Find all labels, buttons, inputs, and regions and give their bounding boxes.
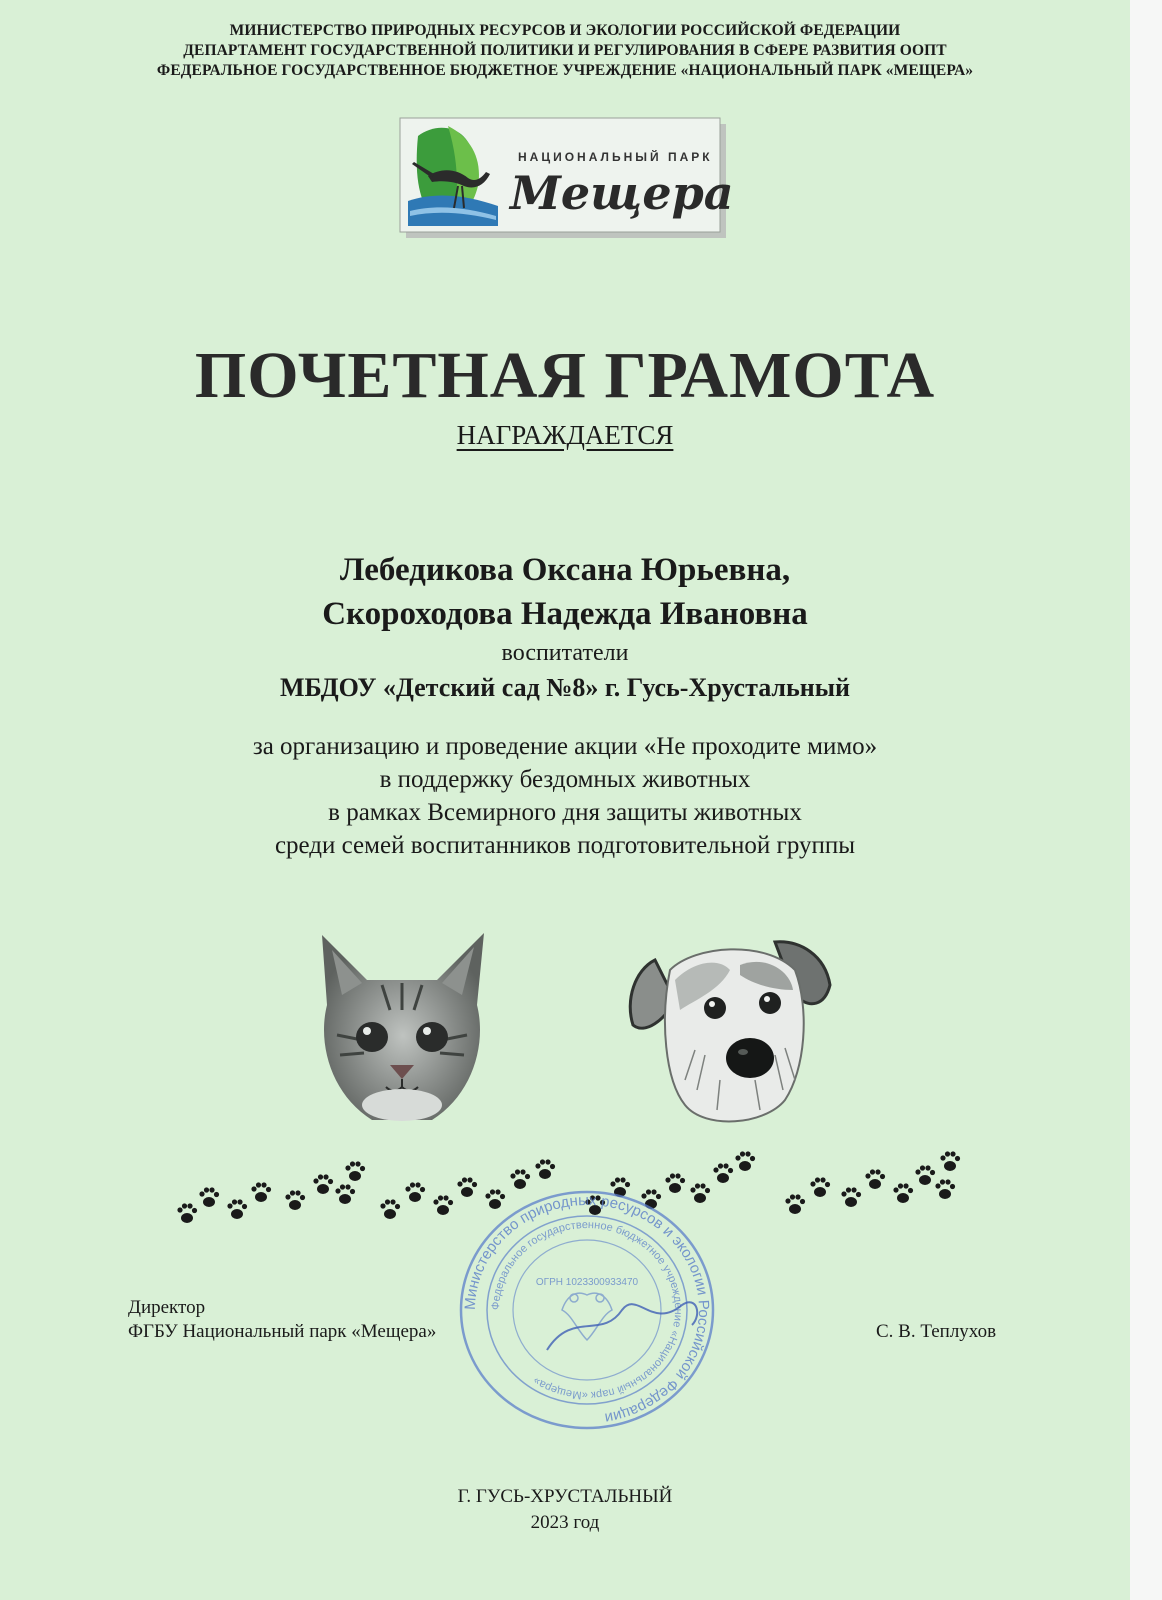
reason-line-2: в поддержку бездомных животных bbox=[379, 766, 751, 793]
awarded-subtitle-text: НАГРАЖДАЕТСЯ bbox=[456, 420, 674, 450]
reason-line-4: среди семей воспитанников подготовительной группы bbox=[274, 832, 856, 859]
reason-line-1: за организацию и проведение акции «Не проходите мимо» bbox=[252, 733, 878, 760]
footer-city: Г. ГУСЬ-ХРУСТАЛЬНЫЙ bbox=[457, 1486, 673, 1507]
eagle-emblem-icon bbox=[562, 1293, 612, 1340]
signatory-position-1: Директор bbox=[128, 1297, 206, 1318]
stamp-inner-text: Федеральное государственное бюджетное учреждение «Национальный парк «Мещера» bbox=[489, 1218, 685, 1402]
park-logo bbox=[398, 116, 734, 240]
stamp-outer-text: Министерство природных ресурсов и экологии Российской Федерации bbox=[461, 1191, 713, 1427]
recipient-name-1: Лебедикова Оксана Юрьевна, bbox=[339, 552, 791, 588]
stamp-ogrn: ОГРН 1023300933470 bbox=[535, 1277, 639, 1288]
awarded-subtitle bbox=[0, 420, 1130, 451]
svg-text:Федеральное государственное бю bbox=[490, 1219, 684, 1401]
kitten-drawing bbox=[312, 925, 492, 1135]
certificate-title: ПОЧЕТНАЯ ГРАМОТА bbox=[194, 339, 936, 412]
puppy-drawing bbox=[625, 930, 835, 1135]
recipient-role: воспитатели bbox=[501, 640, 629, 666]
header-ministry: МИНИСТЕРСТВО ПРИРОДНЫХ РЕСУРСОВ И ЭКОЛОГИИ РОССИЙСКОЙ ФЕДЕРАЦИИ bbox=[229, 22, 901, 39]
logo-small-text: НАЦИОНАЛЬНЫЙ ПАРК bbox=[518, 150, 713, 164]
reason-line-3: в рамках Всемирного дня защиты животных bbox=[328, 799, 802, 826]
footer-year: 2023 год bbox=[530, 1512, 600, 1533]
header-institution: ФЕДЕРАЛЬНОЕ ГОСУДАРСТВЕННОЕ БЮДЖЕТНОЕ УЧРЕЖДЕНИЕ «НАЦИОНАЛЬНЫЙ ПАРК «МЕЩЕРА» bbox=[156, 62, 974, 79]
scan-margin bbox=[1130, 0, 1162, 1600]
recipient-name-2: Скороходова Надежда Ивановна bbox=[322, 596, 808, 632]
signatory-position-2: ФГБУ Национальный парк «Мещера» bbox=[128, 1321, 437, 1342]
logo-big-text: Мещера bbox=[510, 166, 734, 220]
official-seal-stamp bbox=[452, 1190, 722, 1430]
signatory-name: С. В. Теплухов bbox=[876, 1321, 997, 1342]
header-department: ДЕПАРТАМЕНТ ГОСУДАРСТВЕННОЙ ПОЛИТИКИ И РЕГУЛИРОВАНИЯ В СФЕРЕ РАЗВИТИЯ ООПТ bbox=[183, 42, 947, 59]
recipient-organization: МБДОУ «Детский сад №8» г. Гусь-Хрустальный bbox=[279, 673, 851, 702]
